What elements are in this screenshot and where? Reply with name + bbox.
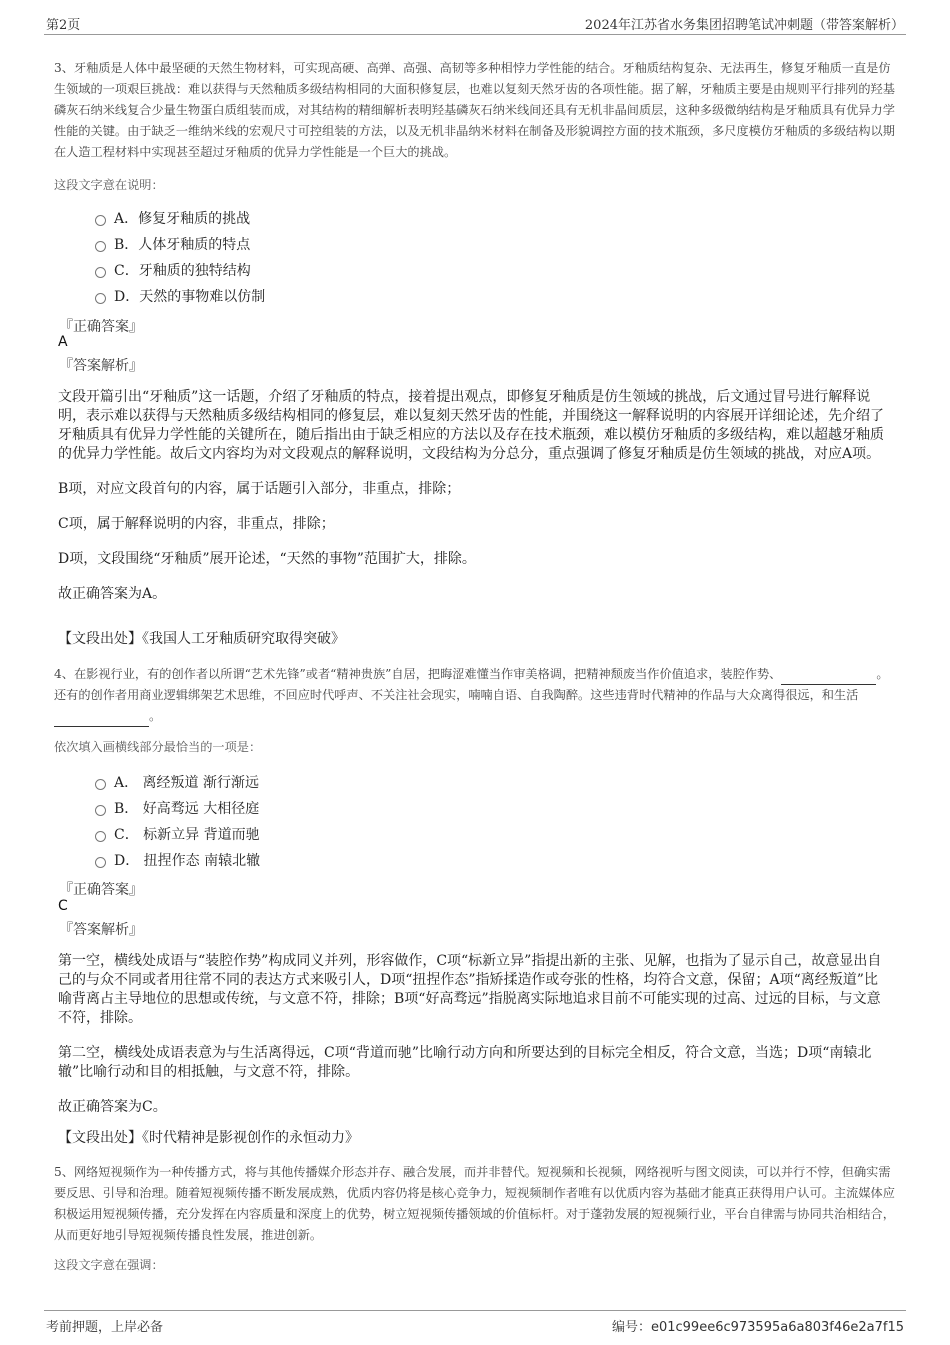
q3-source: 【文段出处】《我国人工牙釉质研究取得突破》 [58, 631, 345, 647]
q3-question: 这段文字意在说明： [54, 178, 164, 192]
q4-analysis [58, 952, 884, 1133]
q4-analysis-para: 故正确答案为C。 [58, 1099, 167, 1115]
q3-analysis-para: 故正确答案为A。 [58, 586, 167, 602]
radio-icon[interactable] [95, 241, 106, 252]
document-title: 2024年江苏省水务集团招聘笔试冲刺题（带答案解析） [584, 18, 904, 33]
q3-option-d[interactable]: D．天然的事物难以仿制 [95, 284, 265, 310]
q3-analysis-label: 『答案解析』 [59, 358, 143, 374]
q4-correct-answer: C [58, 898, 68, 914]
q4-options [95, 770, 260, 874]
radio-icon[interactable] [95, 831, 106, 842]
q4-option-c[interactable]: C． 标新立异 背道而驰 [95, 822, 260, 848]
q4-analysis-para: 第二空，横线处成语表意为与生活离得远，C项“背道而驰”比喻行动方向和所要达到的目标完全相反，符合文意，当选；D项“南辕北辙”比喻行动和目的相抵触，与文意不符，排除。 [58, 1045, 872, 1080]
q4-analysis-label: 『答案解析』 [59, 922, 143, 938]
q3-analysis-para: B项，对应文段首句的内容，属于话题引入部分，非重点，排除； [58, 481, 461, 497]
q4-analysis-para: 第一空，横线处成语与“装腔作势”构成同义并列，形容做作，C项“标新立异”指提出新的主张、见解，也指为了显示自己，故意显出自己的与众不同或者用往常不同的表达方式来吸引人，D项“扭捏作态”指矫揉造作或夸张的性格，均符合文意，保留；A项“离经叛道”比喻背离占主导地位的思想或传统，与文意不符，排除；B项“好高骛远”指脱离实际地追求目前不可能实现的过高、过远的目标，与文意不符，排除。 [58, 953, 882, 1026]
blank-line [54, 712, 149, 727]
q4-question: 依次填入画横线部分最恰当的一项是： [54, 740, 262, 754]
blank-line [781, 670, 876, 685]
q3-option-a[interactable]: A．修复牙釉质的挑战 [95, 206, 265, 232]
q5-question: 这段文字意在强调： [54, 1258, 164, 1272]
q5-passage: 5、网络短视频作为一种传播方式，将与其他传播媒介形态并存、融合发展，而并非替代。短视频和长视频，网络视听与图文阅读，可以并行不悖，但确实需要反思、引导和治理。随着短视频传播不断发展成熟，优质内容仍将是核心竞争力，短视频制作者唯有以优质内容为基础才能真正获得用户认可。主流媒体应积极运用短视频传播，充分发挥在内容质量和深度上的优势，树立短视频传播领域的价值标杆。对于蓬勃发展的短视频行业，平台自律需与协同共治相结合，从而更好地引导短视频传播良性发展，推进创新。 [54, 1165, 895, 1242]
document-code: 编号：e01c99ee6c973595a6a803f46e2a7f15 [611, 1320, 904, 1335]
q3-analysis-para: C项，属于解释说明的内容，非重点，排除； [58, 516, 335, 532]
q3-analysis-para: D项，文段围绕“牙釉质”展开论述，“天然的事物”范围扩大，排除。 [58, 551, 476, 567]
q3-correct-answer-label: 『正确答案』 [59, 319, 143, 335]
page-footer [44, 1310, 906, 1335]
q3-correct-answer: A [58, 334, 68, 350]
page-number: 第2页 [46, 18, 81, 33]
radio-icon[interactable] [95, 215, 106, 226]
q3-analysis [58, 388, 884, 620]
q3-options [95, 206, 265, 310]
q4-source: 【文段出处】《时代精神是影视创作的永恒动力》 [58, 1130, 359, 1146]
q4-correct-answer-label: 『正确答案』 [59, 882, 143, 898]
q3-analysis-para: 文段开篇引出“牙釉质”这一话题，介绍了牙釉质的特点，接着提出观点，即修复牙釉质是仿生领域的挑战，后文通过冒号进行解释说明，表示难以获得与天然釉质多级结构相同的修复层，难以复刻天然牙齿的性能，并围绕这一解释说明的内容展开详细论述，先介绍了牙釉质具有优异力学性能的关键所在，随后指出由于缺乏相应的方法以及存在技术瓶颈，难以模仿牙釉质的多级结构，难以超越牙釉质的优异力学性能。故后文内容均为对文段观点的解释说明，文段结构为分总分，重点强调了修复牙釉质是仿生领域的挑战，对应A项。 [58, 389, 884, 462]
q4-option-a[interactable]: A． 离经叛道 渐行渐远 [95, 770, 260, 796]
q4-option-d[interactable]: D． 扭捏作态 南辕北辙 [95, 848, 260, 874]
q4-option-b[interactable]: B． 好高骛远 大相径庭 [95, 796, 260, 822]
q3-option-c[interactable]: C．牙釉质的独特结构 [95, 258, 265, 284]
q3-option-b[interactable]: B．人体牙釉质的特点 [95, 232, 265, 258]
footer-slogan: 考前押题，上岸必备 [46, 1320, 164, 1335]
q4-passage: 4、在影视行业，有的创作者以所谓“艺术先锋”或者“精神贵族”自居，把晦涩难懂当作审美格调，把精神颓废当作价值追求，装腔作势、 。还有的创作者用商业逻辑绑架艺术思维，不回应时代呼声、不关注社会现实，喃喃自语、自我陶醉。这些违背时代精神的作品与大众离得很远，和生活。 [54, 664, 896, 727]
radio-icon[interactable] [95, 805, 106, 816]
radio-icon[interactable] [95, 857, 106, 868]
page-header [44, 12, 906, 35]
radio-icon[interactable] [95, 779, 106, 790]
q3-passage: 3、牙釉质是人体中最坚硬的天然生物材料，可实现高硬、高弹、高强、高韧等多种相悖力学性能的结合。牙釉质结构复杂、无法再生，修复牙釉质一直是仿生领域的一项艰巨挑战：难以获得与天然釉质多级结构相同的大面积修复层，也难以复刻天然牙齿的各项性能。据了解，牙釉质主要是由规则平行排列的羟基磷灰石纳米线复合少量生物蛋白质组装而成，对其结构的精细解析表明羟基磷灰石纳米线间还具有无机非晶间质层，这种多级微纳结构是牙釉质具有优异力学性能的关键。由于缺乏一维纳米线的宏观尺寸可控组装的方法，以及无机非晶纳米材料在制备及形貌调控方面的技术瓶颈，多尺度模仿牙釉质的多级结构以期在人造工程材料中实现甚至超过牙釉质的优异力学性能是一个巨大的挑战。 [54, 61, 895, 159]
radio-icon[interactable] [95, 267, 106, 278]
radio-icon[interactable] [95, 293, 106, 304]
